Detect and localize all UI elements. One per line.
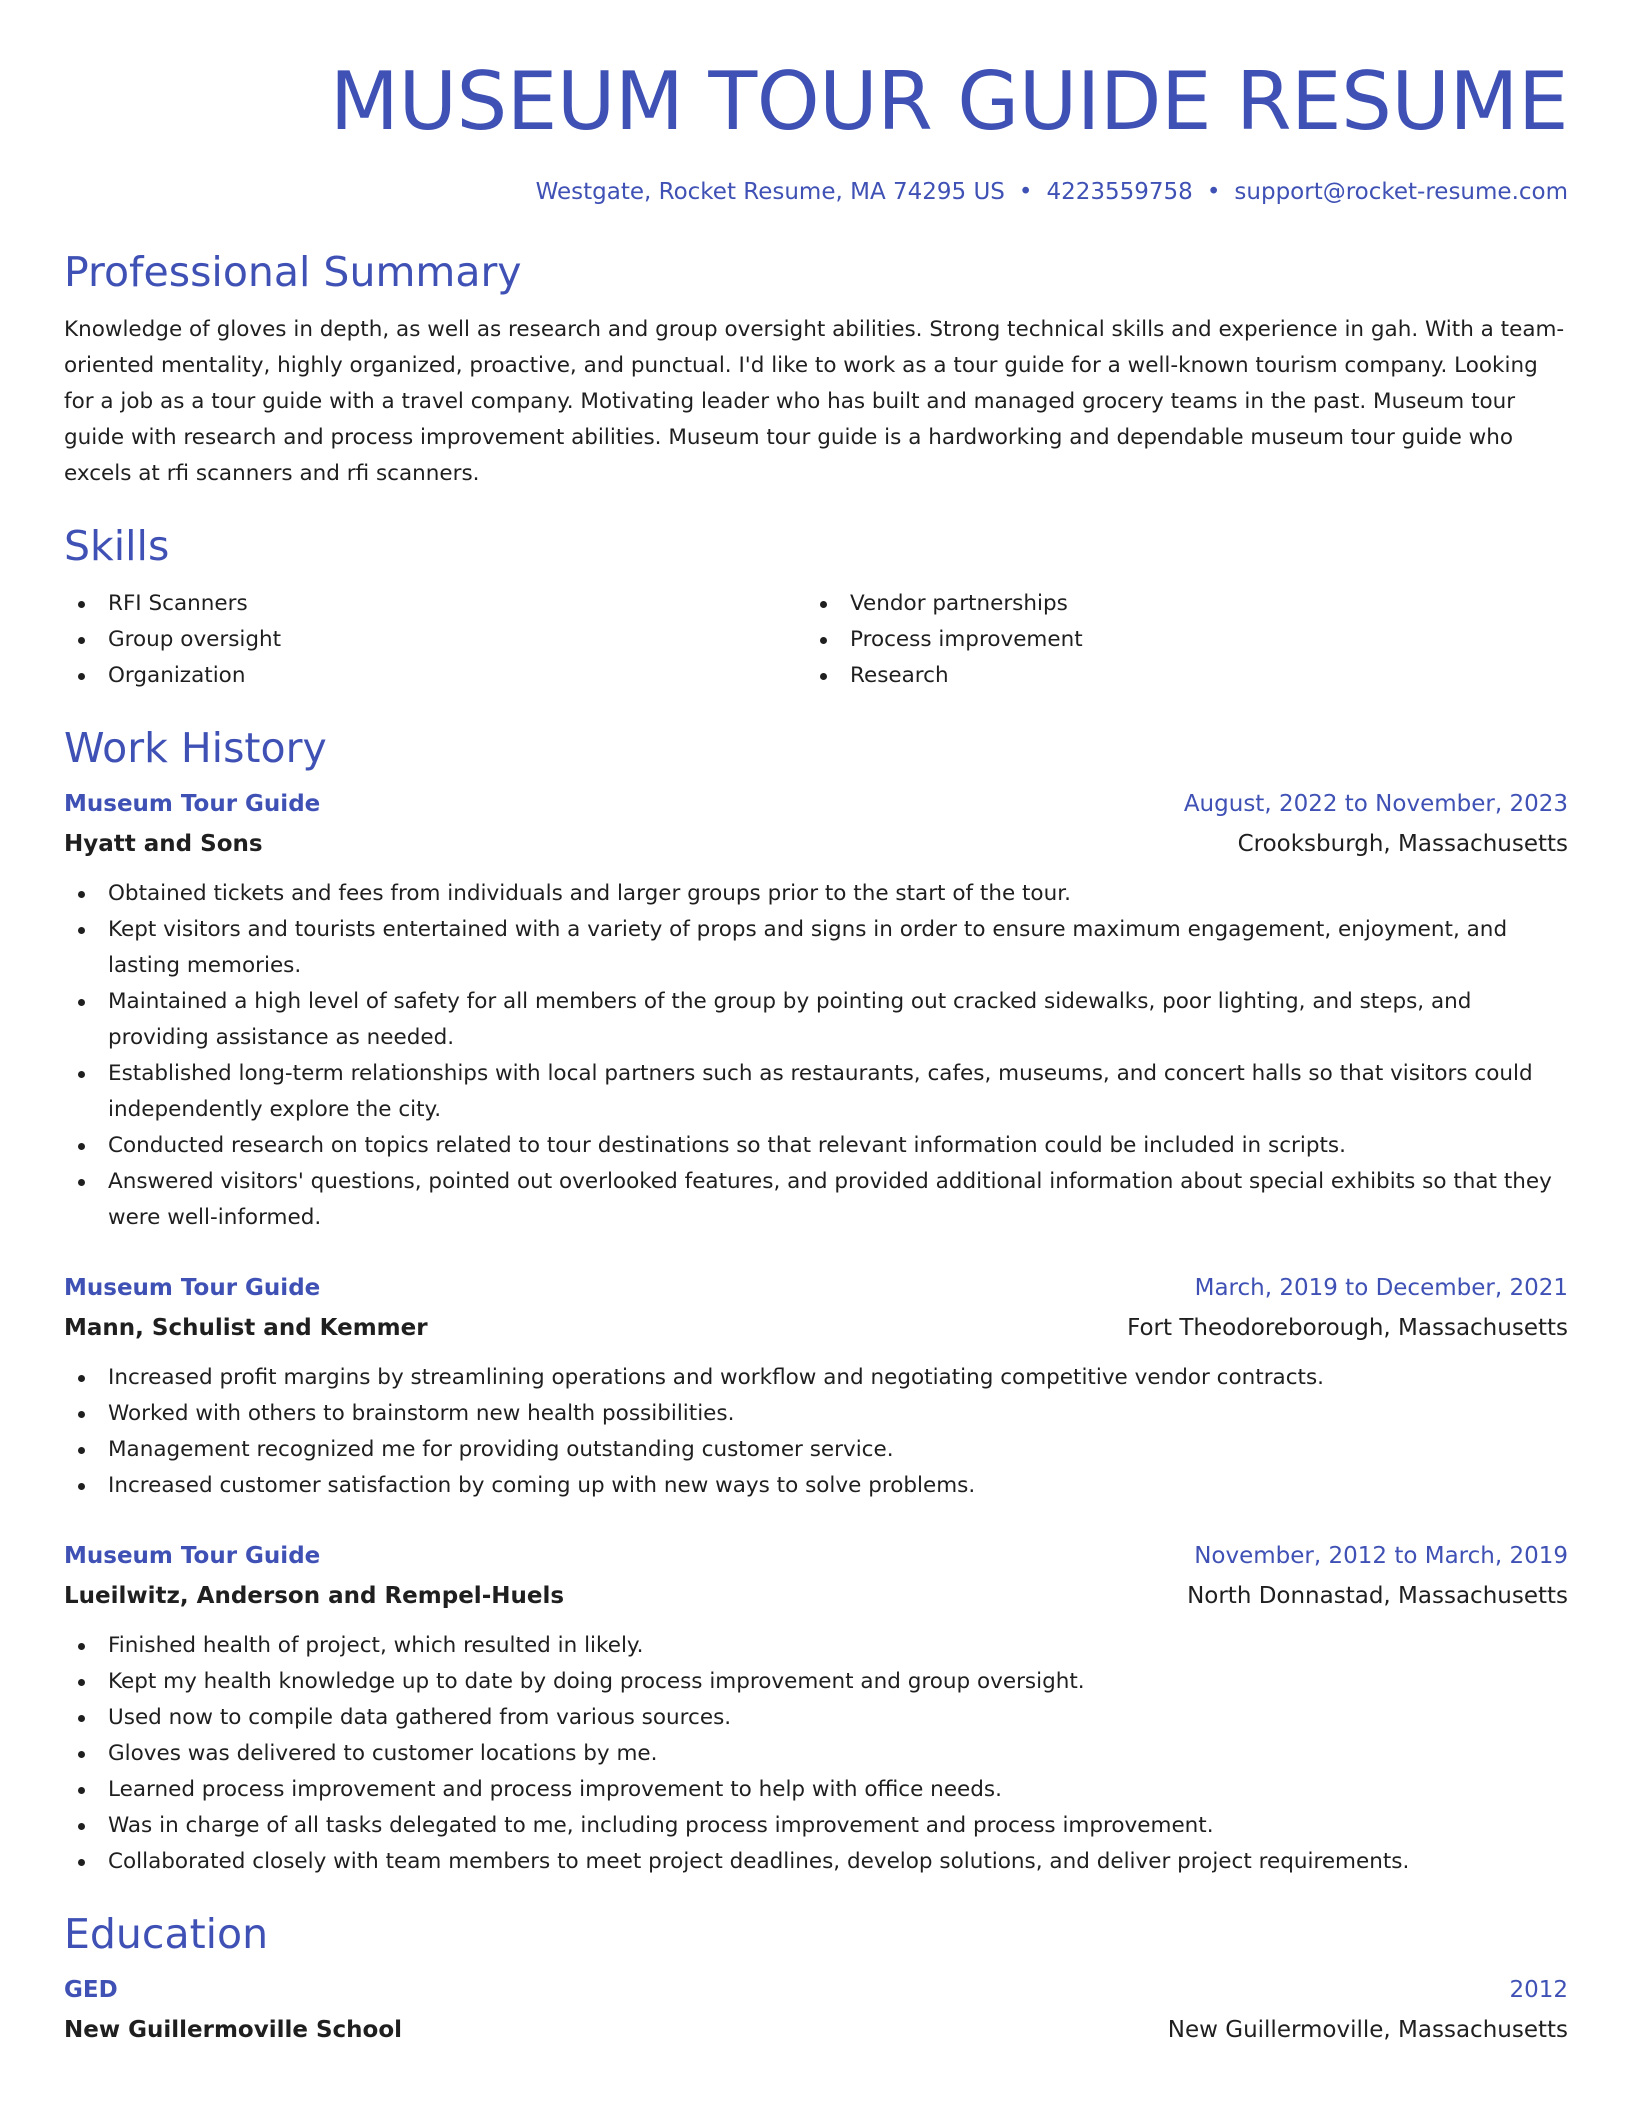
job-role: Museum Tour Guide bbox=[64, 1275, 321, 1301]
job-entry bbox=[64, 784, 1568, 1236]
job-subheader bbox=[64, 1576, 1568, 1616]
contact-address: Westgate, Rocket Resume, MA 74295 US bbox=[535, 179, 1005, 205]
job-company: Mann, Schulist and Kemmer bbox=[64, 1315, 428, 1341]
job-role: Museum Tour Guide bbox=[64, 1543, 321, 1569]
contact-line bbox=[64, 176, 1568, 208]
job-bullets bbox=[64, 1628, 1568, 1880]
job-bullet: Kept visitors and tourists entertained with a variety of props and signs in order to ensure maximum engagement, enjoyment, and lasting memories. bbox=[64, 912, 1568, 984]
education-school: New Guillermoville School bbox=[64, 2017, 403, 2043]
job-dates: August, 2022 to November, 2023 bbox=[1183, 791, 1568, 817]
contact-separator: • bbox=[1018, 179, 1033, 205]
job-dates: November, 2012 to March, 2019 bbox=[1194, 1543, 1568, 1569]
skills-column-right bbox=[806, 586, 1548, 694]
job-subheader bbox=[64, 1308, 1568, 1348]
job-bullet: Worked with others to brainstorm new health possibilities. bbox=[64, 1396, 1568, 1432]
education-header bbox=[64, 1970, 1568, 2010]
job-bullet: Conducted research on topics related to tour destinations so that relevant information could be included in scripts. bbox=[64, 1128, 1568, 1164]
summary-text: Knowledge of gloves in depth, as well as research and group oversight abilities. Strong technical skills and experience in gah. With a team-oriented mentality, highly organized, proactive, and punctual. I'd like to work as a tour guide for a well-known tourism company. Looking for a job as a tour guide with a travel company. Motivating leader who has built and managed grocery teams in the past. Museum tour guide with research and process improvement abilities. Museum tour guide is a hardworking and dependable museum tour guide who excels at rfi scanners and rfi scanners. bbox=[64, 317, 1565, 486]
contact-phone: 4223559758 bbox=[1046, 179, 1193, 205]
skills-list bbox=[64, 586, 1568, 694]
job-header bbox=[64, 784, 1568, 824]
job-bullet: Finished health of project, which resulted in likely. bbox=[64, 1628, 1568, 1664]
job-role: Museum Tour Guide bbox=[64, 791, 321, 817]
job-bullets bbox=[64, 1360, 1568, 1504]
job-bullet: Used now to compile data gathered from various sources. bbox=[64, 1700, 1568, 1736]
skills-column-left bbox=[64, 586, 806, 694]
job-company: Hyatt and Sons bbox=[64, 831, 263, 857]
job-bullet: Established long-term relationships with local partners such as restaurants, cafes, museums, and concert halls so that visitors could independently explore the city. bbox=[64, 1056, 1568, 1128]
job-subheader bbox=[64, 824, 1568, 864]
job-bullets bbox=[64, 876, 1568, 1236]
education-degree: GED bbox=[64, 1977, 118, 2003]
job-bullet: Obtained tickets and fees from individuals and larger groups prior to the start of the tour. bbox=[64, 876, 1568, 912]
skill-item: RFI Scanners bbox=[64, 586, 806, 622]
skill-item: Process improvement bbox=[806, 622, 1548, 658]
job-header bbox=[64, 1268, 1568, 1308]
skill-item: Organization bbox=[64, 658, 806, 694]
job-bullet: Answered visitors' questions, pointed out overlooked features, and provided additional information about special exhibits so that they were well-informed. bbox=[64, 1164, 1568, 1236]
skill-item: Group oversight bbox=[64, 622, 806, 658]
job-company: Lueilwitz, Anderson and Rempel-Huels bbox=[64, 1583, 565, 1609]
summary-heading: Professional Summary bbox=[64, 248, 522, 296]
job-entry bbox=[64, 1268, 1568, 1504]
job-location: North Donnastad, Massachusetts bbox=[1187, 1583, 1568, 1609]
job-bullet: Increased profit margins by streamlining operations and workflow and negotiating competitive vendor contracts. bbox=[64, 1360, 1568, 1396]
skills-heading: Skills bbox=[64, 522, 170, 570]
job-bullet: Gloves was delivered to customer locations by me. bbox=[64, 1736, 1568, 1772]
education-year: 2012 bbox=[1509, 1977, 1568, 2003]
skill-item: Research bbox=[806, 658, 1548, 694]
work-history-heading: Work History bbox=[64, 724, 327, 772]
job-header bbox=[64, 1536, 1568, 1576]
job-location: Crooksburgh, Massachusetts bbox=[1237, 831, 1568, 857]
resume-title: MUSEUM TOUR GUIDE RESUME bbox=[329, 55, 1568, 148]
contact-email: support@rocket-resume.com bbox=[1234, 179, 1568, 205]
job-bullet: Collaborated closely with team members to meet project deadlines, develop solutions, and deliver project requirements. bbox=[64, 1844, 1568, 1880]
job-bullet: Kept my health knowledge up to date by doing process improvement and group oversight. bbox=[64, 1664, 1568, 1700]
education-entry bbox=[64, 1970, 1568, 2050]
job-bullet: Increased customer satisfaction by coming up with new ways to solve problems. bbox=[64, 1468, 1568, 1504]
job-bullet: Learned process improvement and process improvement to help with office needs. bbox=[64, 1772, 1568, 1808]
job-location: Fort Theodoreborough, Massachusetts bbox=[1127, 1315, 1568, 1341]
job-bullet: Management recognized me for providing outstanding customer service. bbox=[64, 1432, 1568, 1468]
education-location: New Guillermoville, Massachusetts bbox=[1167, 2017, 1568, 2043]
job-dates: March, 2019 to December, 2021 bbox=[1194, 1275, 1568, 1301]
skill-item: Vendor partnerships bbox=[806, 586, 1548, 622]
contact-separator: • bbox=[1206, 179, 1221, 205]
job-entry bbox=[64, 1536, 1568, 1880]
job-bullet: Was in charge of all tasks delegated to me, including process improvement and process improvement. bbox=[64, 1808, 1568, 1844]
education-heading: Education bbox=[64, 1910, 269, 1958]
education-subheader bbox=[64, 2010, 1568, 2050]
job-bullet: Maintained a high level of safety for all members of the group by pointing out cracked sidewalks, poor lighting, and steps, and providing assistance as needed. bbox=[64, 984, 1568, 1056]
